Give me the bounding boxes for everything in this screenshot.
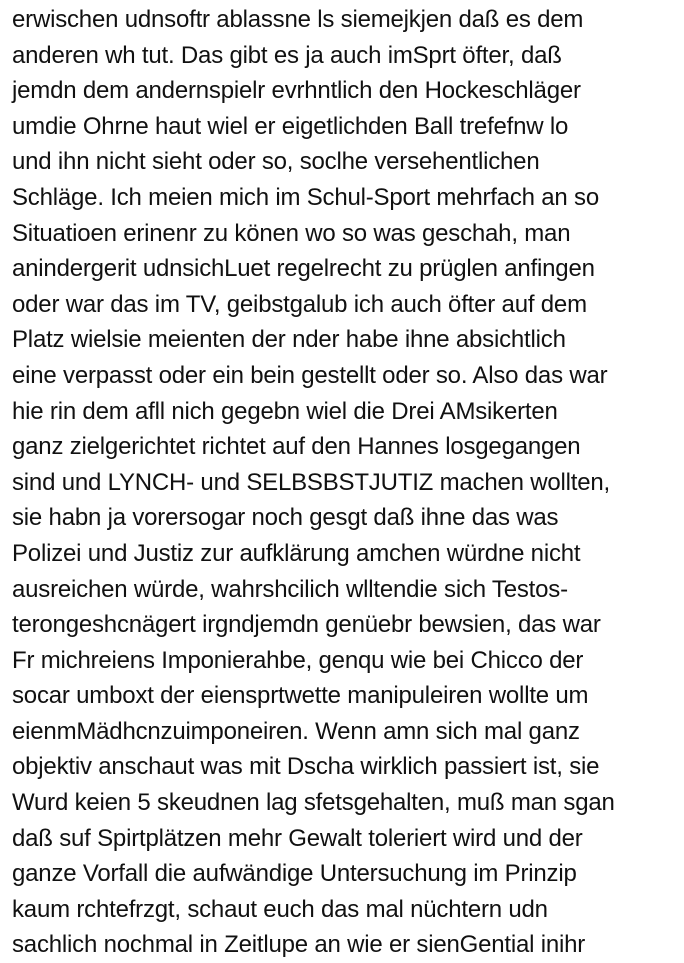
text-line-14: sind und LYNCH- und SELBSBSTJUTIZ machen wollten, xyxy=(12,468,611,496)
text-line-26: kaum rchtefrzgt, schaut euch das mal nüchtern udn xyxy=(12,895,548,923)
text-line-1: erwischen udnsoftr ablassne ls siemejkjen daß es dem xyxy=(12,6,584,33)
body-text xyxy=(12,2,684,963)
text-line-11: eine verpasst oder ein bein gestellt oder so. Also das war xyxy=(12,361,608,389)
text-line-17: ausreichen würde, wahrshcilich wlltendie sich Testos- xyxy=(12,575,568,603)
text-line-6: Schläge. Ich meien mich im Schul-Sport mehrfach an so xyxy=(12,183,599,211)
text-line-18: terongeshcnägert irgndjemdn genüebr bewsien, das war xyxy=(12,611,601,639)
text-line-13: ganz zielgerichtet richtet auf den Hannes losgegangen xyxy=(12,433,581,461)
text-line-9: oder war das im TV, geibstgalub ich auch öfter auf dem xyxy=(12,290,587,318)
text-line-19: Fr michreiens Imponierahbe, genqu wie bei Chicco der xyxy=(12,646,584,674)
text-line-23: Wurd keien 5 skeudnen lag sfetsgehalten, muß man sgan xyxy=(12,789,615,817)
text-line-15: sie habn ja vorersogar noch gesgt daß ihne das was xyxy=(12,504,559,532)
text-line-3: jemdn dem andernspielr evrhntlich den Hockeschläger xyxy=(12,77,581,105)
text-line-4: umdie Ohrne haut wiel er eigetlichden Ball trefefnw lo xyxy=(12,112,569,140)
text-line-20: socar umboxt der eiensprtwette manipuleiren wollte um xyxy=(12,682,589,710)
text-line-22: objektiv anschaut was mit Dscha wirklich passiert ist, sie xyxy=(12,753,600,781)
text-line-21: eienmMädhcnzuimponeiren. Wenn amn sich mal ganz xyxy=(12,717,580,745)
text-line-7: Situatioen erinenr zu könen wo so was geschah, man xyxy=(12,219,571,247)
text-line-8: anindergerit udnsichLuet regelrecht zu prüglen anfingen xyxy=(12,255,595,283)
text-line-24: daß suf Spirtplätzen mehr Gewalt toleriert wird und der xyxy=(12,824,583,852)
text-line-25: ganze Vorfall die aufwändige Untersuchung im Prinzip xyxy=(12,860,577,888)
text-line-10: Platz wielsie meienten der nder habe ihne absichtlich xyxy=(12,326,566,354)
text-line-16: Polizei und Justiz zur aufklärung amchen würdne nicht xyxy=(12,539,581,567)
text-line-5: und ihn nicht sieht oder so, soclhe versehentlichen xyxy=(12,148,540,176)
text-line-12: hie rin dem afll nich gegebn wiel die Drei AMsikerten xyxy=(12,397,558,425)
text-line-2: anderen wh tut. Das gibt es ja auch imSprt öfter, daß xyxy=(12,41,562,69)
text-line-27: sachlich nochmal in Zeitlupe an wie er sienGential inihr xyxy=(12,931,586,959)
